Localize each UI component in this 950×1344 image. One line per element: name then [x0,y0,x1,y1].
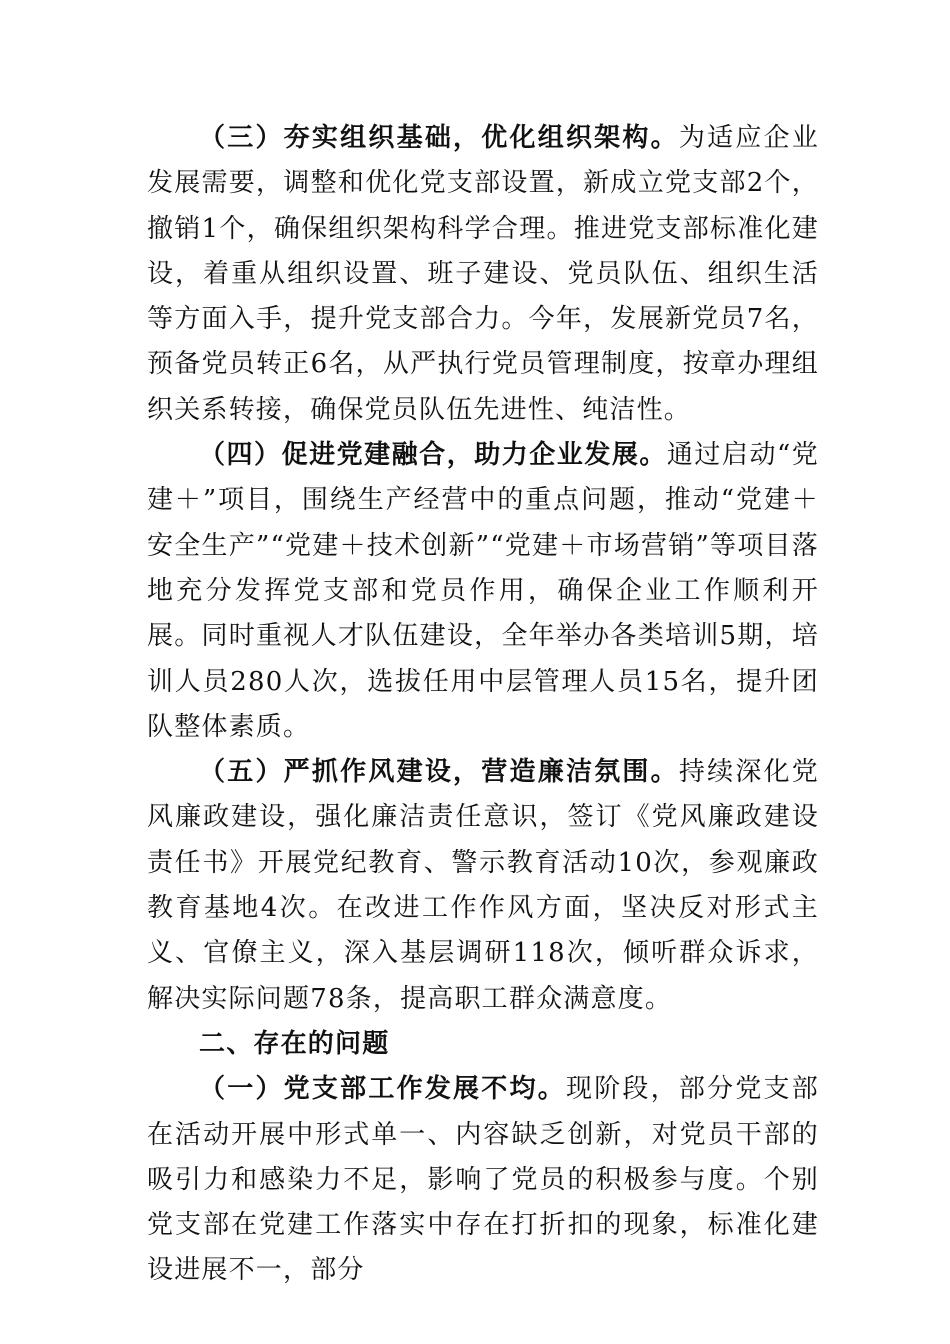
paragraph-work-style [147,750,819,1022]
paragraph-organization [147,116,819,433]
paragraph-lead: （一）党支部工作发展不均。 [199,1074,566,1105]
paragraph-text: 通过启动“党建＋”项目，围绕生产经营中的重点问题，推动“党建＋安全生产”“党建＋技术创新”“党建＋市场营销”等项目落地充分发挥党支部和党员作用，确保企业工作顺利开展。同时重视人才队伍建设，全年举办各类培训5期，培训人员280人次，选拔任用中层管理人员15名，提升团队整体素质。 [147,440,819,742]
paragraph-party-integration [147,433,819,750]
document-body [147,116,819,1294]
paragraph-text: 现阶段，部分党支部在活动开展中形式单一、内容缺乏创新，对党员干部的吸引力和感染力不足，影响了党员的积极参与度。个别党支部在党建工作落实中存在打折扣的现象，标准化建设进展不一，部分 [147,1074,819,1286]
paragraph-text: 为适应企业发展需要，调整和优化党支部设置，新成立党支部2个，撤销1个，确保组织架构科学合理。推进党支部标准化建设，着重从组织设置、班子建设、党员队伍、组织生活等方面入手，提升党支部合力。今年，发展新党员7名，预备党员转正6名，从严执行党员管理制度，按章办理组织关系转接，确保党员队伍先进性、纯洁性。 [147,123,819,425]
paragraph-branch-imbalance [147,1067,819,1293]
paragraph-text: 持续深化党风廉政建设，强化廉洁责任意识，签订《党风廉政建设责任书》开展党纪教育、警示教育活动10次，参观廉政教育基地4次。在改进工作作风方面，坚决反对形式主义、官僚主义，深入基层调研118次，倾听群众诉求，解决实际问题78条，提高职工群众满意度。 [147,757,819,1014]
paragraph-lead: （五）严抓作风建设，营造廉洁氛围。 [199,757,679,788]
paragraph-lead: （四）促进党建融合，助力企业发展。 [199,440,667,471]
section-heading: 二、存在的问题 [199,1028,390,1059]
paragraph-lead: （三）夯实组织基础，优化组织架构。 [199,123,679,153]
